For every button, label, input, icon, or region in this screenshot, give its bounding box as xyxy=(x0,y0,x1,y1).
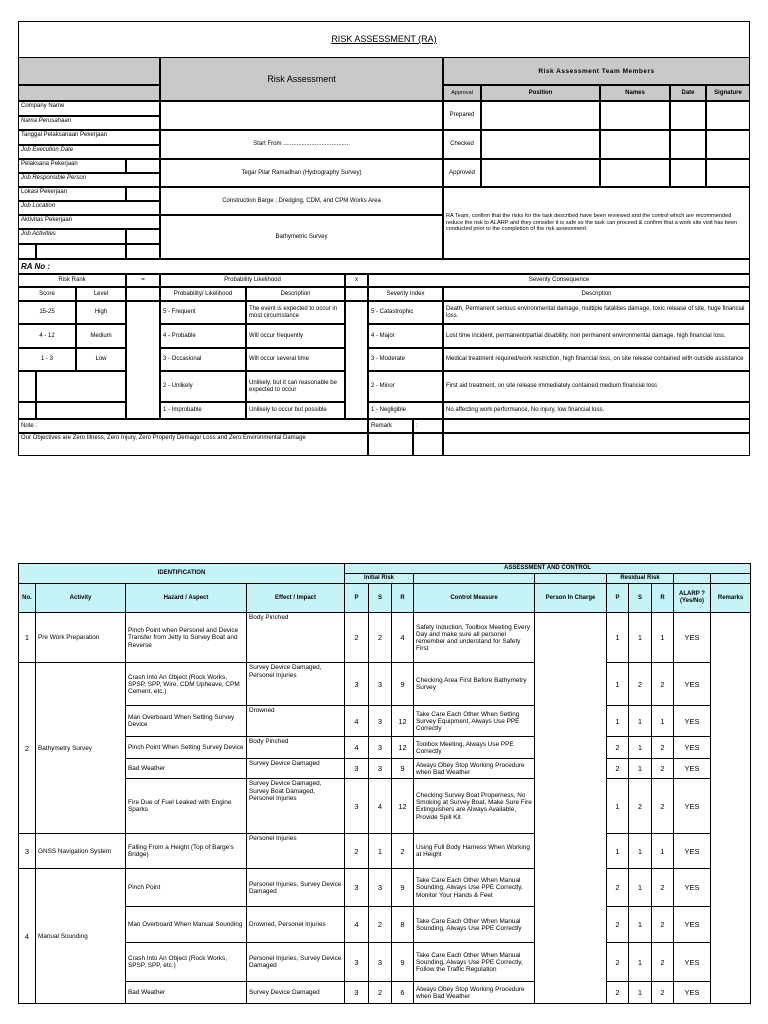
row-s: 3 xyxy=(369,663,392,706)
sev-5: 5 - Catastrophic xyxy=(368,301,443,324)
job-location-value[interactable]: Construction Barge ; Dredging, CDM, and CPM Works Area xyxy=(160,187,443,215)
row-hazard: Man Overboard When Setting Survey Device xyxy=(126,706,247,737)
row-p: 3 xyxy=(345,779,369,834)
row-r2: 2 xyxy=(652,737,674,759)
initial-risk-header: Initial Risk xyxy=(345,574,414,584)
sev-4-desc: Lost time incident, permanent/partial disability, non permanent environmental damage, high financial loss. xyxy=(443,324,750,348)
approval-prepared: Prepared xyxy=(443,101,481,130)
field-activities-label: Aktivitas Pekerjaan xyxy=(18,215,160,229)
row-effect: Personel Injuries xyxy=(247,834,345,869)
severity-header: Severity Consequence xyxy=(368,274,750,287)
prob-5: 5 - Frequent xyxy=(160,301,246,324)
table-row xyxy=(19,834,751,869)
row-p2: 2 xyxy=(607,869,629,907)
team-col-signature: Signature xyxy=(706,85,750,101)
row-s: 3 xyxy=(369,943,392,982)
row-alarp: YES xyxy=(674,706,711,737)
row-s2: 1 xyxy=(629,613,652,663)
row-s: 2 xyxy=(369,613,392,663)
remark-blank-3 xyxy=(443,433,750,456)
table-row xyxy=(19,663,751,706)
row-r: 12 xyxy=(392,779,414,834)
row-s: 1 xyxy=(369,834,392,869)
field-person-sub: Job Responsible Person xyxy=(18,173,160,187)
initial-risk-blank xyxy=(414,574,535,584)
objectives-text: Our Objectives are Zero Illness, Zero Injury, Zero Property Demage/ Loss and Zero Environmental Damage xyxy=(18,433,368,456)
field-blank-c xyxy=(126,244,160,259)
residual-risk-header: Residual Risk xyxy=(607,574,674,584)
row-control: Checking Area First Before Bathymetry Survey xyxy=(414,663,535,706)
row-s: 3 xyxy=(369,869,392,907)
row-p: 2 xyxy=(345,834,369,869)
sev-4: 4 - Major xyxy=(368,324,443,348)
row-r: 8 xyxy=(392,907,414,943)
level-medium: Medium xyxy=(76,324,126,348)
ra-number: RA No : xyxy=(18,259,750,274)
row-s2: 1 xyxy=(629,834,652,869)
col-control: Control Measure xyxy=(414,584,535,613)
remark-blank-1 xyxy=(368,433,413,456)
times-sign: x xyxy=(345,274,368,287)
table-row xyxy=(19,737,751,759)
col-r: R xyxy=(392,584,414,613)
field-person-label: Pelaksana Pekerjaan xyxy=(18,159,126,173)
company-name-value[interactable] xyxy=(160,101,443,130)
row-r: 9 xyxy=(392,869,414,907)
row-activity: Manual Sounding xyxy=(36,869,126,1004)
prepared-names[interactable] xyxy=(600,101,670,130)
field-location-extra xyxy=(126,187,160,201)
field-company-name-label: Company Name xyxy=(18,101,160,116)
field-blank-a xyxy=(18,244,36,259)
row-s2: 1 xyxy=(629,869,652,907)
row-activity: Bathymetry Survey xyxy=(36,663,126,834)
row-p2: 2 xyxy=(607,759,629,779)
score-header: Score xyxy=(18,287,76,301)
row-control: Take Care Each Other When Manual Sounding, Always Use PPE Correctly xyxy=(414,907,535,943)
row-s2: 1 xyxy=(629,759,652,779)
sev-1: 1 - Negligible xyxy=(368,402,443,419)
prob-2: 2 - Unlikely xyxy=(160,371,246,402)
identification-header: IDENTIFICATION xyxy=(19,564,345,584)
row-s2: 1 xyxy=(629,943,652,982)
col-no: No. xyxy=(19,584,36,613)
row-p2: 2 xyxy=(607,737,629,759)
row-s2: 2 xyxy=(629,779,652,834)
row-r2: 2 xyxy=(652,907,674,943)
score-blank-c xyxy=(18,402,36,419)
initial-risk-blank-2 xyxy=(535,574,607,584)
ra-team-statement: RA Team, confirm that the risks for the task described have been reviewed and the control which are recommended reduce the risk to ALARP and they consider it is safe so the task can proceed & confirm that a work site visit has been conducted prior to the completion of the risk assessment. xyxy=(443,187,750,259)
sev-2: 2 - Minor xyxy=(368,371,443,402)
level-header: Level xyxy=(76,287,126,301)
sev-3-desc: Medical treatment required/work restriction, high financial loss, on site release contained with outside assistance xyxy=(443,348,750,371)
col-p2: P xyxy=(607,584,629,613)
row-p: 4 xyxy=(345,907,369,943)
field-date-sub: Job Execution Date xyxy=(18,145,160,159)
risk-assessment-header: Risk Assessment xyxy=(160,57,443,101)
table-row xyxy=(19,706,751,737)
sev-5-desc: Death, Permanent serious environmental damage, multiple fatalities damage, toxic release of site, huge financial loss. xyxy=(443,301,750,324)
approval-approved: Approved xyxy=(443,159,481,187)
field-location-sub: Job Location xyxy=(18,201,160,215)
score-blank-d xyxy=(36,402,126,419)
level-low: Low xyxy=(76,348,126,371)
row-control: Take Care Each Other When Setting Survey Equipment, Always Use PPE Correctly xyxy=(414,706,535,737)
likelihood-header: Probability/ Likelihood xyxy=(160,287,246,301)
row-no: 2 xyxy=(19,663,36,834)
row-control: Toolbox Meeting, Always Use PPE Correctly xyxy=(414,737,535,759)
row-s: 3 xyxy=(369,706,392,737)
job-date-value[interactable]: Start From ........................................ xyxy=(160,130,443,159)
row-hazard: Pinch Point xyxy=(126,869,247,907)
checked-names[interactable] xyxy=(600,130,670,159)
row-p: 3 xyxy=(345,759,369,779)
row-r2: 2 xyxy=(652,869,674,907)
row-p: 3 xyxy=(345,982,369,1004)
prepared-signature[interactable] xyxy=(706,101,750,130)
row-r: 2 xyxy=(392,834,414,869)
table-row xyxy=(19,759,751,779)
col-activity: Activity xyxy=(36,584,126,613)
remark-label: Remark xyxy=(368,419,413,433)
row-hazard: Falling From a Height (Top of Barge's Bridge) xyxy=(126,834,247,869)
sev-1-desc: No affecting work performance, No injury, low financial loss. xyxy=(443,402,750,419)
row-control: Checking Survey Boat Properness, No Smoking at Survey Boat, Make Sure Fire Extinguishers are Always Available, Provide Spill Kit xyxy=(414,779,535,834)
row-alarp: YES xyxy=(674,907,711,943)
approved-signature[interactable] xyxy=(706,159,750,187)
row-control: Using Full Body Harness When Working at Height xyxy=(414,834,535,869)
table-row xyxy=(19,907,751,943)
row-control: Safety Induction, Toolbox Meeting Every Day and make sure all personel remember and understand for Safety First xyxy=(414,613,535,663)
header-blank-left-2 xyxy=(18,85,160,101)
prob-desc-header: Description xyxy=(246,287,345,301)
prepared-position[interactable] xyxy=(481,101,600,130)
row-r2: 1 xyxy=(652,834,674,869)
prob-1: 1 - Improbable xyxy=(160,402,246,419)
field-date-label: Tanggal Pelaksanaan Pekerjaan xyxy=(18,130,160,145)
row-r: 9 xyxy=(392,943,414,982)
row-r2: 2 xyxy=(652,982,674,1004)
row-r2: 2 xyxy=(652,759,674,779)
row-hazard: Pinch Point When Setting Survey Device xyxy=(126,737,247,759)
row-effect: Survey Device Damaged xyxy=(247,982,345,1004)
row-p: 2 xyxy=(345,613,369,663)
prepared-date[interactable] xyxy=(670,101,706,130)
row-alarp: YES xyxy=(674,982,711,1004)
assessment-control-header: ASSESSMENT AND CONTROL xyxy=(345,564,751,574)
table-row xyxy=(19,943,751,982)
row-effect: Body Pinched xyxy=(247,737,345,759)
approved-names[interactable] xyxy=(600,159,670,187)
row-effect: Personel Injuries, Survey Device Damaged xyxy=(247,869,345,907)
row-effect: Body Pinched xyxy=(247,613,345,663)
row-activity: Pre Work Preparation xyxy=(36,613,126,663)
matrix-blank-col xyxy=(126,301,160,419)
row-effect: Drowned, Personel Injuries xyxy=(247,907,345,943)
field-company-name-sub: Nama Perusahaan xyxy=(18,116,160,130)
prob-4-desc: Will occur frequently xyxy=(246,324,345,348)
prob-3: 3 - Occasional xyxy=(160,348,246,371)
assessment-control-table xyxy=(18,563,751,1004)
score-medium: 4 - 12 xyxy=(18,324,76,348)
row-control: Take Care Each Other When Manual Sounding, Always Use PPE Correctly, Monitor Your Hands & Feet xyxy=(414,869,535,907)
row-alarp: YES xyxy=(674,613,711,663)
header-blank-left xyxy=(18,57,160,85)
row-alarp: YES xyxy=(674,663,711,706)
table-row xyxy=(19,613,751,663)
prob-3-desc: Will occur several time xyxy=(246,348,345,371)
row-hazard: Pinch Point when Personel and Device Transfer from Jetty to Survey Boat and Reverse xyxy=(126,613,247,663)
team-col-position: Position xyxy=(481,85,600,101)
row-p2: 1 xyxy=(607,613,629,663)
checked-date[interactable] xyxy=(670,130,706,159)
row-alarp: YES xyxy=(674,737,711,759)
row-s: 2 xyxy=(369,982,392,1004)
prob-2-desc: Unlikely, but it can reasonable be expected to occur xyxy=(246,371,345,402)
severity-desc-header: Description xyxy=(443,287,750,301)
table-row xyxy=(19,869,751,907)
field-activities-extra xyxy=(126,229,160,244)
row-alarp: YES xyxy=(674,759,711,779)
row-s2: 2 xyxy=(629,663,652,706)
row-p2: 2 xyxy=(607,982,629,1004)
row-hazard: Man Overboard When Manual Sounding xyxy=(126,907,247,943)
severity-index-header: Severity Index xyxy=(368,287,443,301)
field-activities-sub: Job Activities xyxy=(18,229,126,244)
probability-header: Probability Likelihood xyxy=(160,274,345,287)
row-s2: 1 xyxy=(629,982,652,1004)
col-r2: R xyxy=(652,584,674,613)
row-r: 9 xyxy=(392,663,414,706)
field-blank-b xyxy=(36,244,126,259)
row-control: Always Obey Stop Working Procedure when Bad Weather xyxy=(414,982,535,1004)
row-alarp: YES xyxy=(674,834,711,869)
checked-signature[interactable] xyxy=(706,130,750,159)
team-col-approval: Approval xyxy=(443,85,481,101)
row-no: 3 xyxy=(19,834,36,869)
remark-value[interactable] xyxy=(443,419,750,433)
prob-4: 4 - Probable xyxy=(160,324,246,348)
row-p: 3 xyxy=(345,663,369,706)
row-s2: 1 xyxy=(629,706,652,737)
row-hazard: Fire Due of Fuel Leaked with Engine Sparks xyxy=(126,779,247,834)
team-col-date: Date xyxy=(670,85,706,101)
row-pic[interactable] xyxy=(535,613,607,1004)
row-effect: Survey Device Damaged xyxy=(247,759,345,779)
approved-date[interactable] xyxy=(670,159,706,187)
col-s: S xyxy=(369,584,392,613)
prob-1-desc: Unlikely to occur but possible xyxy=(246,402,345,419)
job-activities-value[interactable]: Bathymetric Survey xyxy=(160,215,443,259)
prob-5-desc: The event is expected to occur in most circumstance xyxy=(246,301,345,324)
form-title: RISK ASSESSMENT (RA) xyxy=(331,34,437,44)
row-s2: 1 xyxy=(629,737,652,759)
row-hazard: Crash Into An Object (Rock Works, SPSP, SPP, Wire, CDM Upheave, CPM Cement, etc.) xyxy=(126,663,247,706)
remark-blank-2 xyxy=(413,433,443,456)
matrix-blank-col-2 xyxy=(345,301,368,419)
remark-colon: : xyxy=(413,419,443,433)
matrix-blank-1 xyxy=(126,287,160,301)
row-r2: 2 xyxy=(652,943,674,982)
row-s: 4 xyxy=(369,779,392,834)
responsible-person-value[interactable]: Tegar Pilar Ramadhan (Hydrography Survey) xyxy=(160,159,443,187)
level-high: High xyxy=(76,301,126,324)
row-control: Always Obey Stop Working Procedure when Bad Weather xyxy=(414,759,535,779)
row-hazard: Crash Into An Object (Rock Works, SPSP, SPP, etc.) xyxy=(126,943,247,982)
risk-rank-header: Risk Rank xyxy=(18,274,126,287)
residual-blank-2 xyxy=(711,574,751,584)
row-p: 3 xyxy=(345,943,369,982)
row-p2: 1 xyxy=(607,779,629,834)
row-p: 4 xyxy=(345,706,369,737)
approved-position[interactable] xyxy=(481,159,600,187)
score-high: 15-25 xyxy=(18,301,76,324)
row-r2: 2 xyxy=(652,779,674,834)
col-alarp: ALARP ? (Yes/No) xyxy=(674,584,711,613)
row-remarks[interactable] xyxy=(711,613,751,1004)
row-r2: 2 xyxy=(652,663,674,706)
team-members-header: Risk Assessment Team Members xyxy=(443,57,750,85)
row-s: 3 xyxy=(369,759,392,779)
row-r2: 1 xyxy=(652,706,674,737)
col-p: P xyxy=(345,584,369,613)
col-hazard: Hazard / Aspect xyxy=(126,584,247,613)
field-location-label: Lokasi Pekerjaan xyxy=(18,187,126,201)
sev-2-desc: First aid treatment, on site release immediately contained medium financial loss xyxy=(443,371,750,402)
sev-3: 3 - Moderate xyxy=(368,348,443,371)
approval-checked: Checked xyxy=(443,130,481,159)
row-p2: 2 xyxy=(607,943,629,982)
row-effect: Survey Device Damaged, Personel Injuries xyxy=(247,663,345,706)
col-pic: Person In Charge xyxy=(535,584,607,613)
row-no: 4 xyxy=(19,869,36,1004)
score-blank-b xyxy=(36,371,126,402)
row-effect: Drowned xyxy=(247,706,345,737)
table-row xyxy=(19,982,751,1004)
row-p2: 1 xyxy=(607,834,629,869)
row-control: Take Care Each Other When Manual Sounding, Always Use PPE Correctly, Follow the Traffic Regulation xyxy=(414,943,535,982)
row-hazard: Bad Weather xyxy=(126,759,247,779)
row-hazard: Bad Weather xyxy=(126,982,247,1004)
field-person-extra xyxy=(126,159,160,173)
row-s2: 1 xyxy=(629,907,652,943)
row-s: 3 xyxy=(369,737,392,759)
row-r: 6 xyxy=(392,982,414,1004)
col-s2: S xyxy=(629,584,652,613)
table-row xyxy=(19,779,751,834)
row-effect: Personel Injuries, Survey Device Damaged xyxy=(247,943,345,982)
row-no: 1 xyxy=(19,613,36,663)
row-r: 4 xyxy=(392,613,414,663)
col-effect: Effect / Impact xyxy=(247,584,345,613)
row-p: 3 xyxy=(345,869,369,907)
row-alarp: YES xyxy=(674,943,711,982)
team-col-names: Names xyxy=(600,85,670,101)
row-alarp: YES xyxy=(674,869,711,907)
row-r: 9 xyxy=(392,759,414,779)
row-r: 12 xyxy=(392,737,414,759)
score-blank-a xyxy=(18,371,36,402)
row-activity: GNSS Navigation System xyxy=(36,834,126,869)
matrix-blank-2 xyxy=(345,287,368,301)
row-effect: Survey Device Damaged, Survey Boat Damaged, Personel Injuries xyxy=(247,779,345,834)
row-p: 4 xyxy=(345,737,369,759)
equals-sign: = xyxy=(126,274,160,287)
row-r2: 1 xyxy=(652,613,674,663)
row-p2: 1 xyxy=(607,663,629,706)
row-p2: 1 xyxy=(607,706,629,737)
residual-blank xyxy=(674,574,711,584)
row-p2: 2 xyxy=(607,907,629,943)
row-r: 12 xyxy=(392,706,414,737)
row-alarp: YES xyxy=(674,779,711,834)
score-low: 1 - 3 xyxy=(18,348,76,371)
checked-position[interactable] xyxy=(481,130,600,159)
col-remarks: Remarks xyxy=(711,584,751,613)
row-s: 2 xyxy=(369,907,392,943)
note-label: Note : xyxy=(18,419,368,433)
